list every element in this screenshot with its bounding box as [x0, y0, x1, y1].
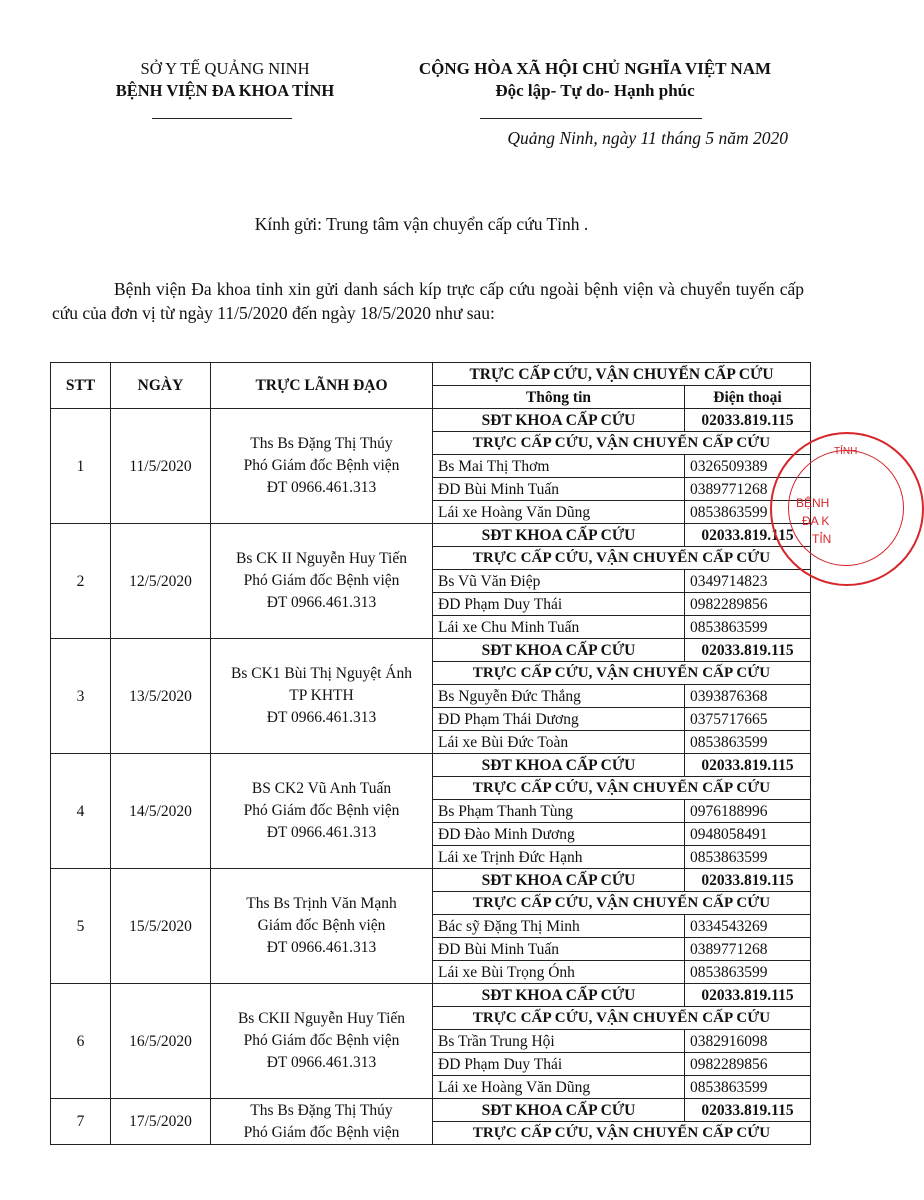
- duty-subheader: TRỰC CẤP CỨU, VẬN CHUYỂN CẤP CỨU: [433, 662, 811, 685]
- duty-subheader: TRỰC CẤP CỨU, VẬN CHUYỂN CẤP CỨU: [433, 892, 811, 915]
- staff-phone: 0853863599: [685, 1076, 811, 1099]
- table-header-row: [51, 363, 811, 386]
- leader-line: Ths Bs Trịnh Văn Mạnh: [246, 895, 397, 912]
- row-leader: [211, 524, 433, 639]
- duty-subheader: TRỰC CẤP CỨU, VẬN CHUYỂN CẤP CỨU: [433, 1122, 811, 1145]
- row-leader: [211, 869, 433, 984]
- row-date: 13/5/2020: [111, 639, 211, 754]
- staff-name: Lái xe Bùi Đức Toàn: [433, 731, 685, 754]
- seal-text-1: BỆNH: [796, 496, 830, 510]
- staff-name: ĐD Bùi Minh Tuấn: [433, 478, 685, 501]
- leader-line: ĐT 0966.461.313: [266, 709, 377, 726]
- motto: Độc lập- Tự do- Hạnh phúc: [495, 81, 695, 100]
- header-leader: TRỰC LÃNH ĐẠO: [211, 363, 433, 409]
- staff-name: Bác sỹ Đặng Thị Minh: [433, 915, 685, 938]
- staff-phone: 0853863599: [685, 731, 811, 754]
- hotline-label: SĐT KHOA CẤP CỨU: [433, 869, 685, 892]
- dateline: Quảng Ninh, ngày 11 tháng 5 năm 2020: [507, 128, 788, 148]
- staff-name: Bs Vũ Văn Điệp: [433, 570, 685, 593]
- staff-name: ĐD Đào Minh Dương: [433, 823, 685, 846]
- hotline-number: 02033.819.115: [685, 984, 811, 1007]
- staff-name: Lái xe Trịnh Đức Hạnh: [433, 846, 685, 869]
- leader-line: Bs CK1 Bùi Thị Nguyệt Ánh: [231, 665, 412, 682]
- seal-text-top: TỈNH: [834, 446, 858, 457]
- row-stt: 6: [51, 984, 111, 1099]
- staff-name: ĐD Bùi Minh Tuấn: [433, 938, 685, 961]
- staff-phone: 0853863599: [685, 501, 811, 524]
- row-leader: [211, 754, 433, 869]
- hotline-number: 02033.819.115: [685, 639, 811, 662]
- leader-line: BS CK2 Vũ Anh Tuấn: [251, 780, 392, 797]
- row-date: 15/5/2020: [111, 869, 211, 984]
- staff-phone: 0982289856: [685, 1053, 811, 1076]
- row-date: 17/5/2020: [111, 1099, 211, 1145]
- hotline-label: SĐT KHOA CẤP CỨU: [433, 524, 685, 547]
- leader-line: Phó Giám đốc Bệnh viện: [243, 457, 400, 474]
- nation-title: CỘNG HÒA XÃ HỘI CHỦ NGHĨA VIỆT NAM: [418, 59, 772, 78]
- header-stt: STT: [51, 363, 111, 409]
- staff-name: Lái xe Hoàng Văn Dũng: [433, 1076, 685, 1099]
- intro-paragraph: Bệnh viện Đa khoa tỉnh xin gửi danh sách kíp trực cấp cứu ngoài bệnh viện và chuyển tuyến cấp cứu của đơn vị từ ngày 11/5/2020 đến ngày 18/5/2020 như sau:: [52, 279, 804, 323]
- hotline-number: 02033.819.115: [685, 524, 811, 547]
- header-phone: Điện thoại: [685, 386, 811, 409]
- staff-phone: 0375717665: [685, 708, 811, 731]
- duty-schedule-table: [50, 362, 811, 1145]
- staff-phone: 0389771268: [685, 478, 811, 501]
- leader-line: ĐT 0966.461.313: [266, 939, 377, 956]
- row-stt: 5: [51, 869, 111, 984]
- staff-phone: 0948058491: [685, 823, 811, 846]
- hotline-label: SĐT KHOA CẤP CỨU: [433, 984, 685, 1007]
- org-name: BỆNH VIỆN ĐA KHOA TỈNH: [115, 81, 335, 100]
- staff-name: Bs Nguyễn Đức Thắng: [433, 685, 685, 708]
- organization-block: [60, 58, 390, 102]
- leader-line: Ths Bs Đặng Thị Thúy: [250, 435, 393, 452]
- duty-subheader: TRỰC CẤP CỨU, VẬN CHUYỂN CẤP CỨU: [433, 432, 811, 455]
- staff-name: Bs Phạm Thanh Tùng: [433, 800, 685, 823]
- staff-name: Lái xe Bùi Trọng Ónh: [433, 961, 685, 984]
- leader-line: Bs CKII Nguyễn Huy Tiến: [237, 1010, 406, 1027]
- seal-text-2: ĐA K: [802, 514, 830, 528]
- staff-phone: 0389771268: [685, 938, 811, 961]
- table-row: [51, 639, 811, 662]
- hotline-label: SĐT KHOA CẤP CỨU: [433, 639, 685, 662]
- staff-phone: 0853863599: [685, 961, 811, 984]
- table-row: [51, 524, 811, 547]
- leader-line: Phó Giám đốc Bệnh viện: [243, 1032, 400, 1049]
- hotline-number: 02033.819.115: [685, 754, 811, 777]
- leader-line: Giám đốc Bệnh viện: [257, 917, 386, 934]
- motto-underline: [480, 118, 702, 119]
- leader-line: ĐT 0966.461.313: [266, 824, 377, 841]
- staff-phone: 0853863599: [685, 616, 811, 639]
- duty-subheader: TRỰC CẤP CỨU, VẬN CHUYỂN CẤP CỨU: [433, 547, 811, 570]
- hotline-number: 02033.819.115: [685, 1099, 811, 1122]
- leader-line: Ths Bs Đặng Thị Thúy: [250, 1101, 393, 1119]
- leader-line: Phó Giám đốc Bệnh viện: [243, 802, 400, 819]
- row-stt: 2: [51, 524, 111, 639]
- leader-line: ĐT 0966.461.313: [266, 594, 377, 611]
- hotline-number: 02033.819.115: [685, 409, 811, 432]
- row-date: 16/5/2020: [111, 984, 211, 1099]
- staff-phone: 0382916098: [685, 1030, 811, 1053]
- staff-name: Bs Trần Trung Hội: [433, 1030, 685, 1053]
- header-date: NGÀY: [111, 363, 211, 409]
- staff-name: ĐD Phạm Thái Dương: [433, 708, 685, 731]
- national-header: [360, 58, 830, 102]
- duty-subheader: TRỰC CẤP CỨU, VẬN CHUYỂN CẤP CỨU: [433, 1007, 811, 1030]
- leader-line: Phó Giám đốc Bệnh viện: [243, 572, 400, 589]
- staff-phone: 0853863599: [685, 846, 811, 869]
- row-leader: [211, 1099, 433, 1145]
- staff-phone: 0349714823: [685, 570, 811, 593]
- row-stt: 7: [51, 1099, 111, 1145]
- table-row: [51, 984, 811, 1007]
- row-date: 14/5/2020: [111, 754, 211, 869]
- row-date: 12/5/2020: [111, 524, 211, 639]
- table-row: [51, 1099, 811, 1122]
- leader-line: Bs CK II Nguyễn Huy Tiến: [236, 550, 407, 567]
- leader-line: ĐT 0966.461.313: [266, 1054, 377, 1071]
- staff-phone: 0982289856: [685, 593, 811, 616]
- staff-name: ĐD Phạm Duy Thái: [433, 593, 685, 616]
- table-row: [51, 869, 811, 892]
- staff-phone: 0334543269: [685, 915, 811, 938]
- seal-text-3: TỈN: [812, 532, 832, 546]
- table-row: [51, 409, 811, 432]
- row-stt: 4: [51, 754, 111, 869]
- hotline-label: SĐT KHOA CẤP CỨU: [433, 409, 685, 432]
- staff-phone: 0326509389: [685, 455, 811, 478]
- recipient: Kính gửi: Trung tâm vận chuyển cấp cứu Tỉnh .: [254, 214, 589, 234]
- org-underline: [152, 118, 292, 119]
- org-parent: SỞ Y TẾ QUẢNG NINH: [140, 59, 310, 78]
- duty-subheader: TRỰC CẤP CỨU, VẬN CHUYỂN CẤP CỨU: [433, 777, 811, 800]
- header-group: TRỰC CẤP CỨU, VẬN CHUYỂN CẤP CỨU: [433, 363, 811, 386]
- leader-line: ĐT 0966.461.313: [266, 479, 377, 496]
- leader-line: TP KHTH: [289, 687, 354, 704]
- staff-name: Lái xe Hoàng Văn Dũng: [433, 501, 685, 524]
- hotline-label: SĐT KHOA CẤP CỨU: [433, 1099, 685, 1122]
- row-stt: 1: [51, 409, 111, 524]
- row-leader: [211, 409, 433, 524]
- staff-name: Bs Mai Thị Thơm: [433, 455, 685, 478]
- table-row: [51, 754, 811, 777]
- staff-name: Lái xe Chu Minh Tuấn: [433, 616, 685, 639]
- row-date: 11/5/2020: [111, 409, 211, 524]
- header-info: Thông tin: [433, 386, 685, 409]
- staff-phone: 0393876368: [685, 685, 811, 708]
- hotline-number: 02033.819.115: [685, 869, 811, 892]
- hotline-label: SĐT KHOA CẤP CỨU: [433, 754, 685, 777]
- staff-phone: 0976188996: [685, 800, 811, 823]
- row-stt: 3: [51, 639, 111, 754]
- staff-name: ĐD Phạm Duy Thái: [433, 1053, 685, 1076]
- row-leader: [211, 639, 433, 754]
- leader-line: Phó Giám đốc Bệnh viện: [243, 1123, 400, 1141]
- row-leader: [211, 984, 433, 1099]
